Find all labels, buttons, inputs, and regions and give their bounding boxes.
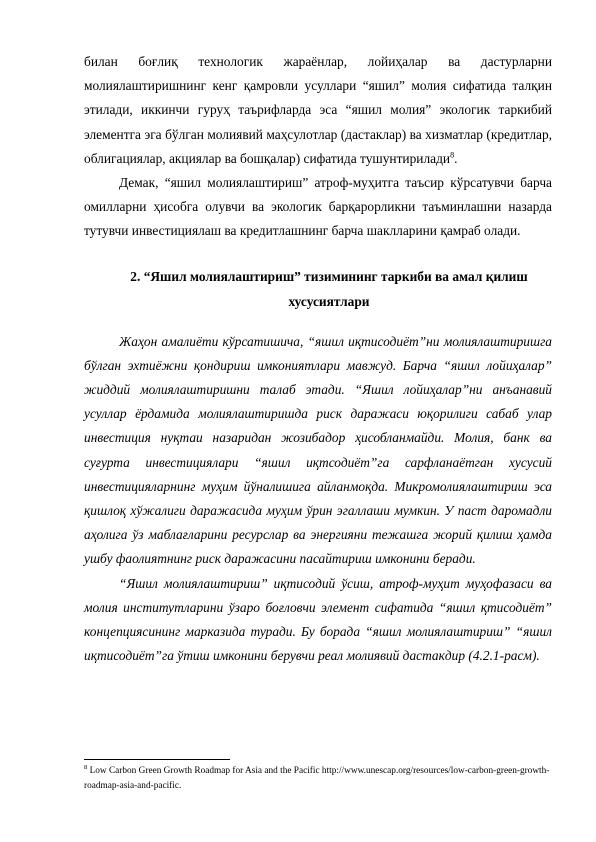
footnote	[84, 764, 554, 793]
footnote-text: Low Carbon Green Growth Roadmap for Asia and the Pacific http://www.unescap.org/resources/low-carbon-green-growth-roadmap-asia-and-pacific.	[84, 766, 550, 791]
paragraph-world-practice: Жаҳон амалиёти кўрсатишича, “яшил иқтисодиёт”ни молиялаштиришга бўлган эхтиёжни қондириш имкониятлари мавжуд. Барча “яшил лойиҳалар” жиддий молиялаштиришни талаб этади. “Яшил лойиҳалар”ни анъанавий усуллар ёрдамида молиялаштиришда риск даражаси юқорилиги сабаб улар инвестиция нуқтаи назаридан жозибадор ҳисобланмайди. Молия, банк ва суғурта инвестициялари “яшил иқтсодиёт”га сарфланаётган хусусий инвестицияларнинг муҳим йўналишига айланмоқда. Микромолиялаштириш эса қишлоқ хўжалиги даражасида муҳим ўрин эгаллаши мумкин. У паст даромадли аҳолига ўз маблағларини ресурслар ва энергияни тежашга жорий қилиш ҳамда ушбу фаолиятнинг риск даражасини пасайтириш имконини беради.	[84, 333, 552, 567]
paragraph-green-financing-summary: Демак, “яшил молиялаштириш” атроф-муҳитга таъсир кўрсатувчи барча омилларни ҳисобга олувчи ва экологик барқарорликни таъминлашни назарда тутувчи инвестициялаш ва кредитлашнинг барча шаклларини қамраб олади.	[84, 175, 552, 239]
paragraph-green-finance-definition	[84, 50, 552, 171]
footnote-reference[interactable]: 8	[450, 150, 455, 160]
footnote-number: 8	[84, 763, 88, 771]
paragraph-green-financing-role: “Яшил молиялаштириш” иқтисодий ўсиш, атроф-муҳит муҳофазаси ва молия институтларини ўзаро боғловчи элемент сифатида “яшил қтисодиёт” концепциясининг марказида туради. Бу борада “яшил молиялаштириш” “яшил иқтисодиёт”га ўтиш имконини берувчи реал молиявий дастакдир (4.2.1-расм).	[84, 575, 552, 664]
footnote-divider	[84, 759, 230, 760]
paragraph-end: .	[454, 150, 458, 166]
paragraph-text: билан боғлиқ технологик жараёнлар, лойиҳалар ва дастурларни молиялаштиришнинг кенг қамровли усуллари “яшил” молия сифатида талқин этилади, иккинчи гуруҳ таърифларда эса “яшил молия” экологик таркибий элементга эга бўлган молиявий маҳсулотлар (дастаклар) ва хизматлар (кредитлар, облигациялар, акциялар ва бошқалар) сифатида тушунтирилади	[84, 54, 552, 166]
section-heading: 2. “Яшил молиялаштириш” тизимининг таркиби ва амал қилиш хусусиятлари	[130, 268, 528, 309]
document-body	[84, 50, 552, 668]
